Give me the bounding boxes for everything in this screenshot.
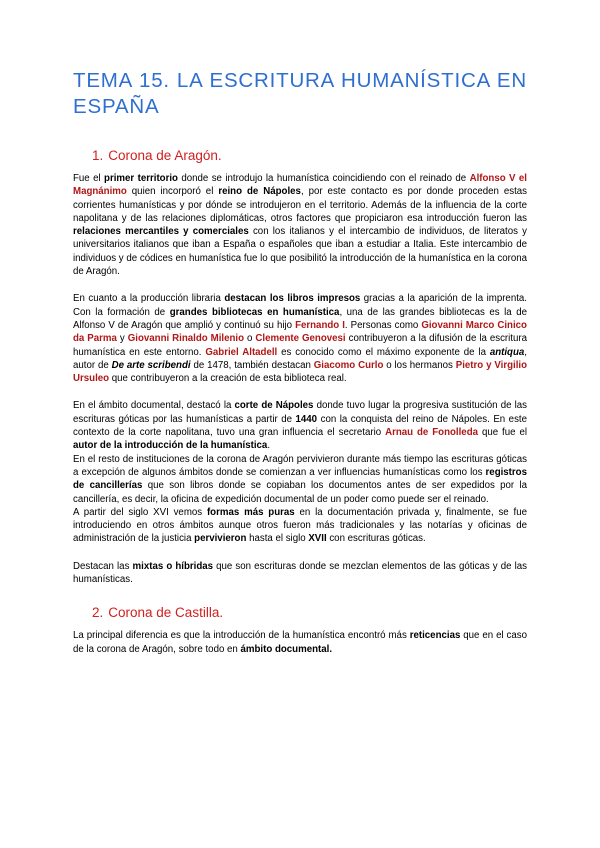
paragraph-libraria <box>73 292 527 385</box>
emphasis: 1440 <box>295 413 318 425</box>
page-title: TEMA 15. LA ESCRITURA HUMANÍSTICA EN ESPAÑA <box>73 69 527 118</box>
section-heading-castilla <box>92 605 527 620</box>
person-name: Giovanni Rinaldo Milenio <box>127 333 245 345</box>
text: donde tuvo lugar la progresiva sustitución de las escrituras góticas por las humanísticas a partir de <box>73 400 527 425</box>
text: , una de las grandes bibliotecas es la de Alfonso V de Aragón que amplió y continuó su hijo <box>73 306 527 331</box>
emphasis: grandes bibliotecas en humanística <box>169 306 340 318</box>
section-number: 1. <box>92 148 104 163</box>
emphasis: antiqua <box>489 346 525 358</box>
text: donde se introdujo la humanística coincidiendo con el reinado de <box>177 173 470 184</box>
emphasis: primer territorio <box>104 173 178 184</box>
person-name: Fernando I <box>295 319 345 331</box>
text: que en el caso de la corona de Aragón, sobre todo en <box>73 630 527 655</box>
paragraph-instituciones <box>73 453 527 506</box>
text: . <box>267 440 271 452</box>
text: En cuanto a la producción libraria <box>73 293 225 305</box>
emphasis: pervivieron <box>194 533 247 545</box>
text: que contribuyeron a la creación de esta biblioteca real. <box>109 373 347 385</box>
text: y <box>116 333 128 345</box>
emphasis: relaciones mercantiles y comerciales <box>73 226 249 238</box>
text: que fue el <box>478 427 527 439</box>
person-name: Arnau de Fonolleda <box>385 427 478 439</box>
text: Fue el <box>73 173 105 184</box>
emphasis: registros de cancillerías <box>73 466 527 492</box>
emphasis: corte de Nápoles <box>234 400 314 412</box>
person-name: Gabriel Altadell <box>205 346 278 358</box>
text: contribuyeron a la difusión de la escritura humanística en este entorno. <box>73 333 527 358</box>
text: o <box>244 333 256 345</box>
text: . Personas como <box>344 319 422 331</box>
text: En el ámbito documental, destacó la <box>73 400 235 412</box>
document-page <box>73 68 527 656</box>
paragraph-documental <box>73 399 527 452</box>
text: gracias a la aparición de la imprenta. Con la formación de <box>73 293 527 318</box>
section-heading-aragon <box>92 148 527 163</box>
text: A partir del siglo XVI vemos <box>73 506 207 518</box>
section-title: Corona de Castilla. <box>108 605 224 621</box>
text: con escrituras góticas. <box>326 533 426 545</box>
section-number: 2. <box>92 605 104 621</box>
emphasis: ámbito documental. <box>240 643 333 655</box>
text: que son escrituras donde se mezclan elementos de las góticas y de las humanísticas. <box>73 560 527 586</box>
paragraph-aragon-intro <box>73 172 527 278</box>
person-name: Clemente Genovesi <box>255 333 346 345</box>
emphasis: destacan los libros impresos <box>224 293 361 305</box>
person-name: Pietro y Virgilio Ursuleo <box>73 359 527 385</box>
text: de 1478, también destacan <box>190 359 314 371</box>
person-name: Giovanni Marco Cinico da Parma <box>73 319 527 345</box>
text: quien incorporó el <box>126 186 219 198</box>
text: que son libros donde se copiaban los documentos antes de ser expedidos por la cancillería, es decir, la oficina de expedición documental de un poder como puede ser el reinado. <box>73 480 528 505</box>
text: con la conquista del reino de Nápoles. En este contexto de la corte napolitana, tuvo una gran influencia el secretario <box>73 413 527 439</box>
emphasis: mixtas o híbridas <box>132 560 214 572</box>
section-title: Corona de Aragón. <box>108 148 222 163</box>
text: Destacan las <box>73 560 133 572</box>
emphasis: reticencias <box>409 630 461 642</box>
text: en la documentación privada y, finalmente, se fue introduciendo en otros ámbitos aunque otros fueron más tradicionales y las notarías y oficinas de administración de la justicia <box>73 506 527 545</box>
book-title: De arte scribendi <box>111 359 191 371</box>
paragraph-castilla <box>73 629 527 656</box>
text: es conocido como el máximo exponente de la <box>277 346 490 358</box>
emphasis: reino de Nápoles <box>218 186 301 198</box>
text: hasta el siglo <box>246 533 309 545</box>
emphasis: autor de la introducción de la humanística <box>73 440 268 452</box>
text: con los italianos y el intercambio de individuos, de literatos y universitarios italianos que iban a España o españoles que iban a estudiar a Italia. Este intercambio de individuos y de códices en humanística fue lo que posibilitó la introducción de la humanística en la corona de Aragón. <box>73 226 528 278</box>
person-name: Giacomo Curlo <box>313 359 384 371</box>
text: En el resto de instituciones de la corona de Aragón pervivieron durante más tiempo las escrituras góticas a excepción de algunos ámbitos donde se comienzan a ver influencias humanísticas como los <box>73 453 527 478</box>
emphasis: XVII <box>308 533 327 545</box>
text: , autor de <box>73 346 527 371</box>
text: , por este contacto es por donde proceden estas corrientes humanísticas y por dónde se introdujeron en el territorio. Además de la influencia de la corte napolitana y de las relaciones diplomáticas, otros factores que propiciaron esa introducción fueron las <box>73 186 527 224</box>
person-name: Alfonso V el Magnánimo <box>73 173 527 198</box>
emphasis: formas más puras <box>206 506 295 518</box>
paragraph-siglo-xvi <box>73 506 527 546</box>
paragraph-mixtas <box>73 560 527 587</box>
text: La principal diferencia es que la introducción de la humanística encontró más <box>73 630 410 642</box>
text: o los hermanos <box>383 359 456 371</box>
